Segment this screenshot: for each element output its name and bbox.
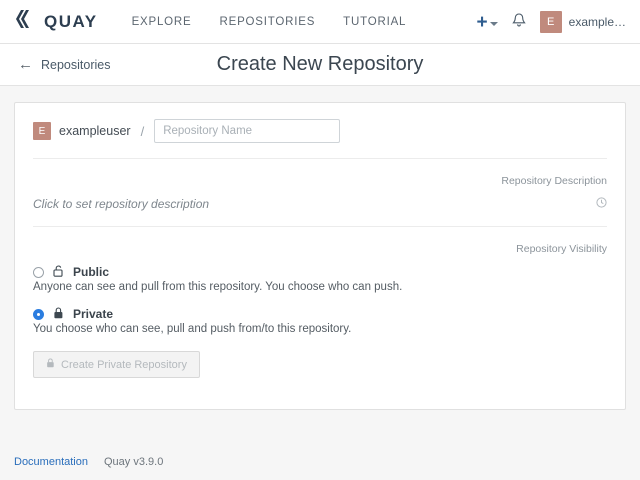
repository-visibility-label: Repository Visibility <box>516 243 607 255</box>
visibility-public-description: Anyone can see and pull from this repository. You choose who can push. <box>33 281 403 293</box>
repository-description-label: Repository Description <box>501 175 607 187</box>
plus-icon: + <box>476 11 488 33</box>
owner-name-label[interactable]: exampleuser <box>59 124 131 138</box>
unlock-icon <box>52 265 65 279</box>
avatar: E <box>540 11 562 33</box>
repository-description-input[interactable]: Click to set repository description <box>33 197 210 211</box>
username-label: example… <box>568 15 626 29</box>
bell-icon[interactable] <box>512 13 526 31</box>
repository-visibility-row <box>33 227 607 409</box>
radio-public[interactable] <box>33 267 44 278</box>
page-title: Create New Repository <box>216 53 424 75</box>
documentation-link[interactable]: Documentation <box>14 456 88 468</box>
visibility-option-public[interactable] <box>33 265 607 279</box>
chevron-down-icon <box>490 22 498 26</box>
path-separator: / <box>140 123 145 139</box>
footer <box>0 444 640 480</box>
brand-text: QUAY <box>44 11 98 31</box>
nav-link-tutorial[interactable]: TUTORIAL <box>343 15 407 28</box>
create-private-repository-button[interactable] <box>33 351 200 378</box>
visibility-private-label: Private <box>73 307 114 321</box>
lock-icon <box>46 358 55 371</box>
edit-markdown-icon[interactable] <box>596 197 607 211</box>
brand-home-link[interactable] <box>16 9 98 34</box>
quay-logo-icon <box>16 9 38 34</box>
nav-links <box>132 16 407 28</box>
repository-name-input[interactable] <box>154 119 340 143</box>
sub-header <box>0 44 640 86</box>
visibility-public-label: Public <box>73 265 110 279</box>
create-repository-card <box>14 102 626 410</box>
owner-avatar: E <box>33 122 51 140</box>
nav-link-explore[interactable]: EXPLORE <box>131 15 192 28</box>
version-label: Quay v3.9.0 <box>104 456 164 468</box>
user-menu[interactable] <box>540 11 626 33</box>
visibility-option-private[interactable] <box>33 307 607 321</box>
visibility-private-description: You choose who can see, pull and push from/to this repository. <box>33 323 352 335</box>
create-button-label: Create Private Repository <box>61 358 187 371</box>
lock-icon <box>52 307 65 321</box>
nav-right-group <box>477 0 626 44</box>
radio-private[interactable] <box>33 309 44 320</box>
nav-link-repositories[interactable]: REPOSITORIES <box>219 15 316 28</box>
top-navbar <box>0 0 640 44</box>
arrow-left-icon: ← <box>18 56 33 73</box>
create-new-button[interactable] <box>477 13 498 32</box>
back-to-repositories-link[interactable] <box>18 57 110 72</box>
repository-name-row <box>33 103 607 159</box>
main-content <box>0 86 640 426</box>
repository-description-row <box>33 159 607 227</box>
back-link-label: Repositories <box>41 57 111 72</box>
